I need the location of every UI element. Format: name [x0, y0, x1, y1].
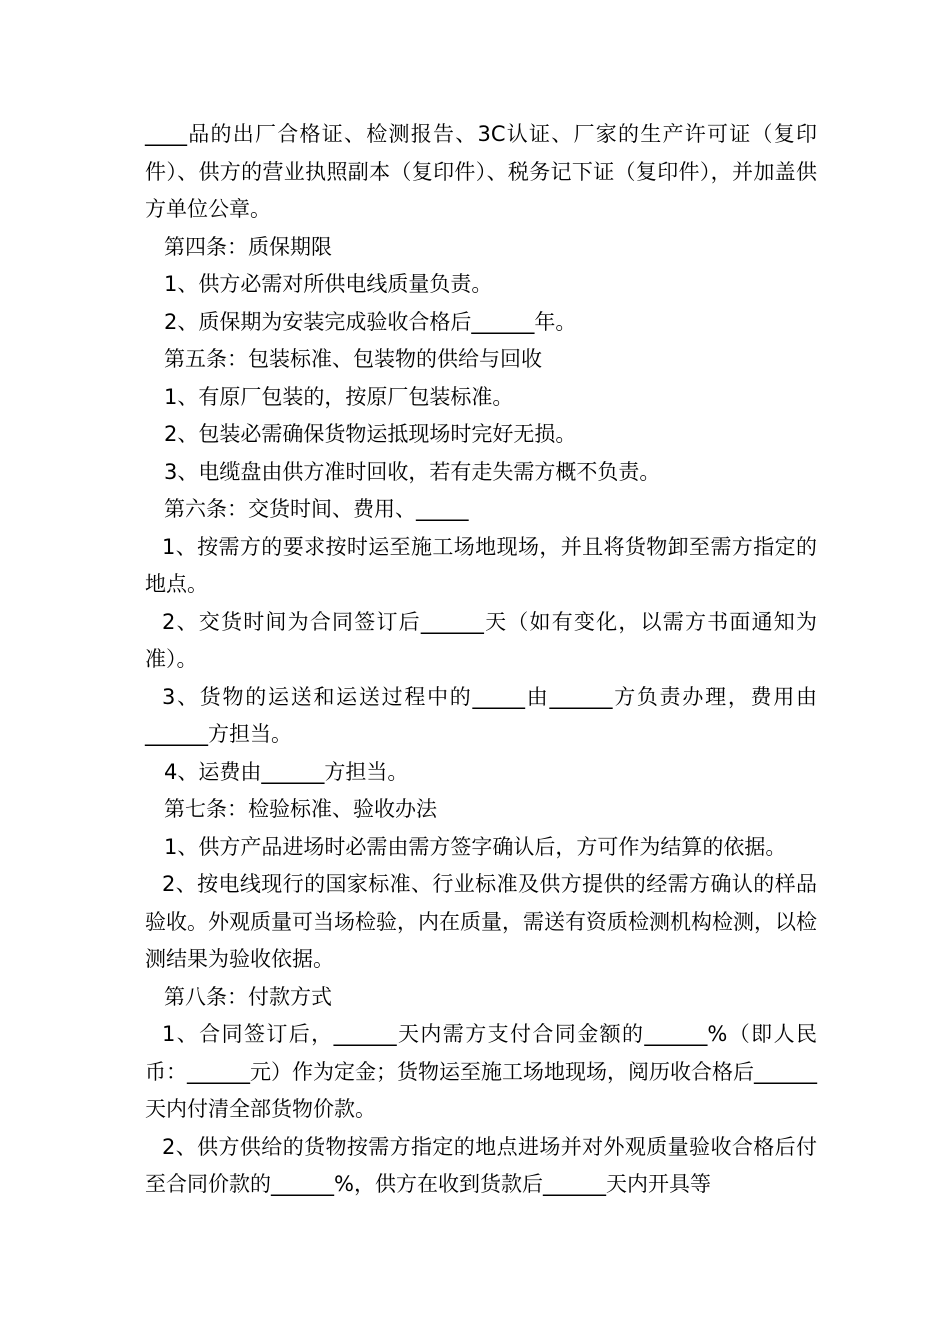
clause-6-3: 3、货物的运送和运送过程中的_____由______方负责办理，费用由______方担当。	[145, 684, 817, 746]
paragraph-certificates: ____品的出厂合格证、检测报告、3C认证、厂家的生产许可证（复印件）、供方的营业执照副本（复印件）、税务记下证（复印件），并加盖供方单位公章。	[145, 122, 817, 221]
clause-5-1: 1、有原厂包装的，按原厂包装标准。	[164, 384, 514, 409]
clause-6-4: 4、运费由______方担当。	[164, 759, 409, 784]
clause-8-1: 1、合同签订后，______天内需方支付合同金额的______%（即人民币：______元）作为定金；货物运至施工场地现场，阅历收合格后______天内付清全部货物价款。	[145, 1022, 817, 1121]
clause-4-2: 2、质保期为安装完成验收合格后______年。	[164, 309, 577, 334]
heading-article-6: 第六条：交货时间、费用、_____	[164, 497, 469, 521]
clause-4-1: 1、供方必需对所供电线质量负责。	[164, 272, 493, 296]
clause-5-2: 2、包装必需确保货物运抵现场时完好无损。	[164, 422, 577, 446]
heading-article-4: 第四条：质保期限	[164, 234, 332, 259]
clause-6-1: 1、按需方的要求按时运至施工场地现场，并且将货物卸至需方指定的地点。	[145, 534, 817, 596]
clause-5-3: 3、电缆盘由供方准时回收，若有走失需方概不负责。	[164, 459, 661, 484]
clause-7-2: 2、按电线现行的国家标准、行业标准及供方提供的经需方确认的样品验收。外观质量可当场检验，内在质量，需送有资质检测机构检测，以检测结果为验收依据。	[145, 872, 817, 971]
clause-7-1: 1、供方产品进场时必需由需方签字确认后，方可作为结算的依据。	[164, 834, 787, 859]
heading-article-7: 第七条：检验标准、验收办法	[164, 797, 437, 821]
clause-6-2: 2、交货时间为合同签订后______天（如有变化，以需方书面通知为准）。	[145, 609, 817, 671]
heading-article-8: 第八条：付款方式	[164, 984, 332, 1009]
heading-article-5: 第五条：包装标准、包装物的供给与回收	[164, 347, 542, 371]
clause-8-2: 2、供方供给的货物按需方指定的地点进场并对外观质量验收合格后付至合同价款的______%，供方在收到货款后______天内开具等	[145, 1134, 817, 1196]
contract-body	[145, 116, 817, 1204]
